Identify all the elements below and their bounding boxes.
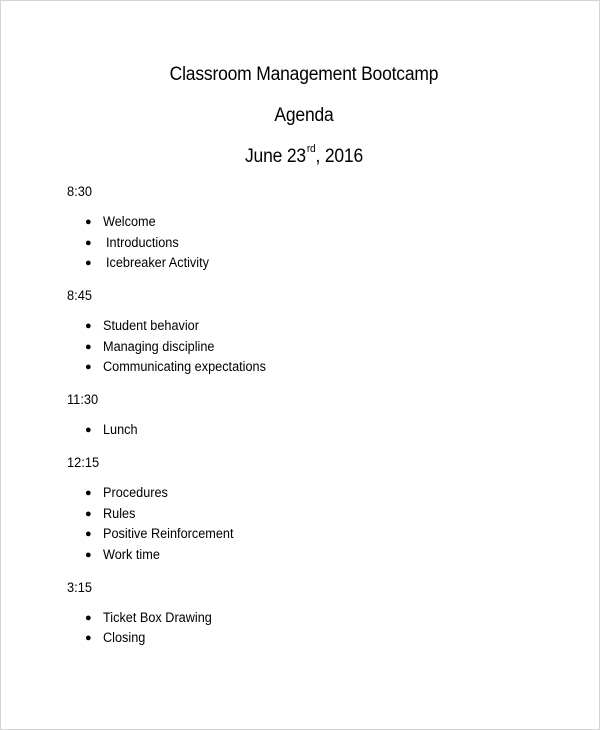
date-year: , 2016: [315, 146, 363, 167]
document-title: Classroom Management Bootcamp: [169, 64, 439, 85]
list-item: ● Communicating expectations: [67, 357, 276, 378]
list-item: ● Work time: [67, 545, 276, 566]
agenda-section: [67, 578, 276, 649]
list-item: ● Closing: [67, 628, 276, 649]
date-ordinal: rd: [306, 142, 316, 155]
section-items: [67, 483, 276, 566]
list-item: ● Rules: [67, 504, 276, 525]
section-time: 8:45: [67, 288, 92, 304]
date-month-day: June 23: [245, 146, 306, 167]
bullet-icon: ●: [85, 340, 92, 353]
bullet-icon: ●: [85, 548, 92, 561]
section-time: 8:30: [67, 184, 92, 199]
section-items: [67, 316, 276, 378]
agenda-body: [67, 182, 276, 661]
bullet-icon: ●: [85, 320, 92, 333]
bullet-icon: ●: [85, 216, 92, 228]
document-subtitle: Agenda: [274, 105, 334, 126]
agenda-section: [67, 453, 276, 566]
list-item: ● Student behavior: [67, 316, 276, 337]
section-items: [67, 608, 276, 649]
section-time: 11:30: [67, 392, 99, 408]
bullet-icon: ●: [85, 236, 92, 249]
bullet-icon: ●: [85, 611, 92, 624]
section-items: [67, 420, 276, 441]
agenda-section: [67, 182, 276, 274]
list-item: ● Managing discipline: [67, 337, 276, 358]
section-time: 3:15: [67, 579, 92, 595]
bullet-icon: ●: [85, 424, 92, 437]
title-block: [1, 63, 600, 169]
bullet-icon: ●: [85, 528, 92, 541]
list-item: ● Ticket Box Drawing: [67, 608, 276, 629]
bullet-icon: ●: [85, 361, 92, 374]
agenda-section: [67, 286, 276, 378]
section-time: 12:15: [67, 454, 100, 470]
list-item: ● Positive Reinforcement: [67, 524, 276, 545]
bullet-icon: ●: [85, 632, 92, 645]
agenda-section: [67, 390, 276, 441]
section-items: [67, 212, 276, 274]
bullet-icon: ●: [85, 257, 92, 270]
list-item: ● Introductions: [67, 233, 276, 254]
list-item: ● Lunch: [67, 420, 276, 441]
list-item: ● Icebreaker Activity: [67, 253, 276, 274]
list-item: ● Welcome: [67, 212, 276, 233]
bullet-icon: ●: [85, 486, 92, 499]
bullet-icon: ●: [85, 507, 92, 520]
document-date: [25, 142, 583, 169]
list-item: ● Procedures: [67, 483, 276, 504]
